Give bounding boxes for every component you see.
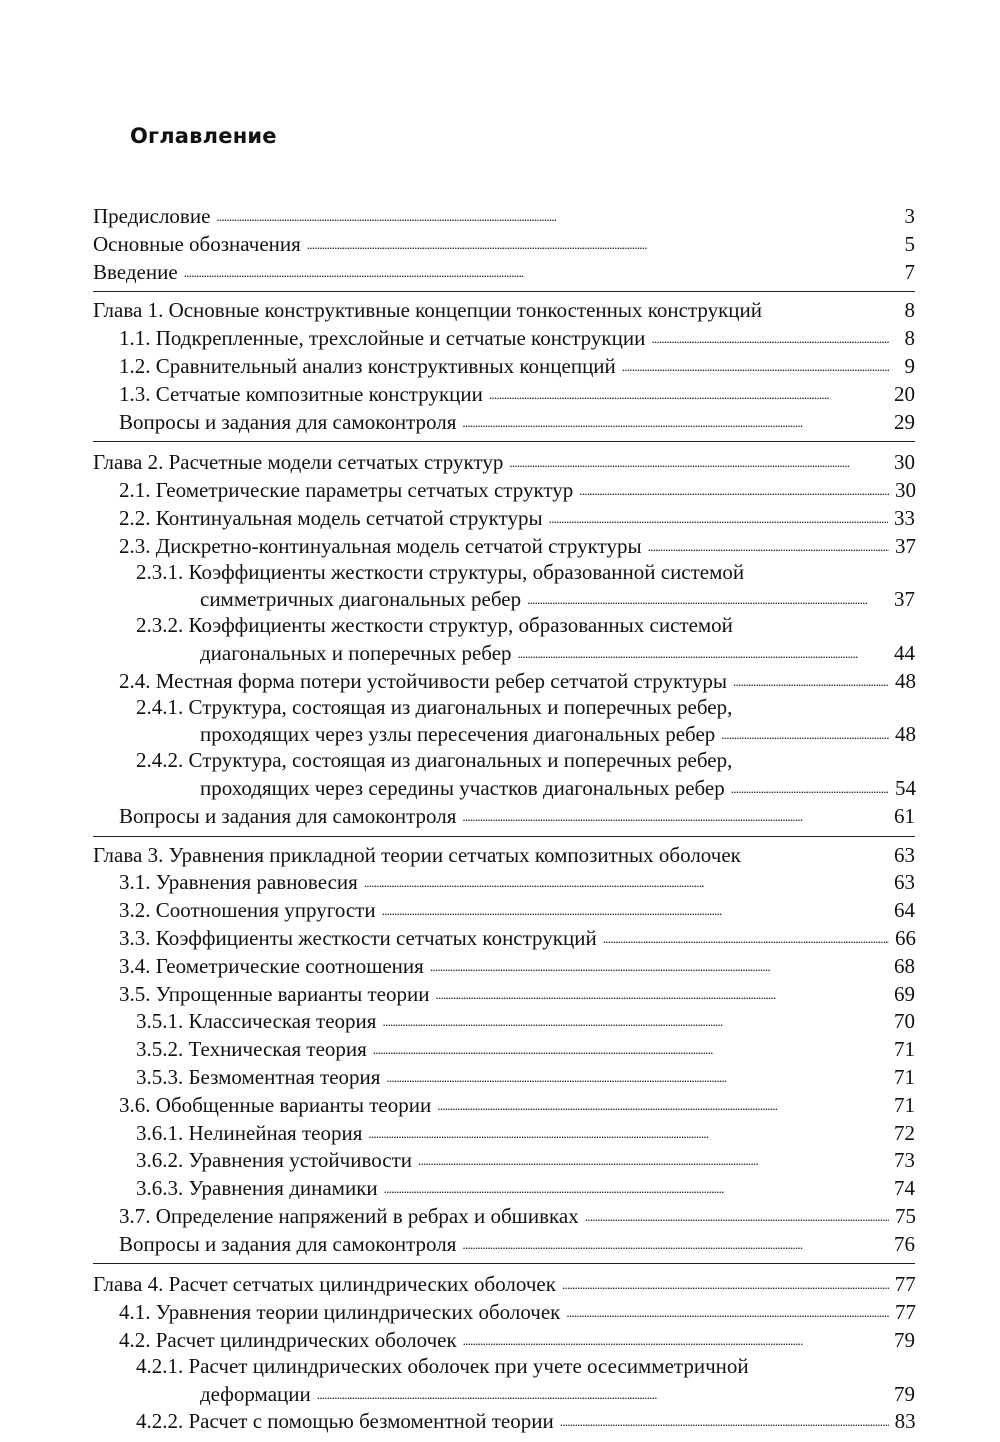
leader-dots <box>435 980 888 1008</box>
toc-section-3-6[interactable] <box>93 1091 915 1119</box>
entry-title: Основные обозначения <box>93 231 301 256</box>
toc-subsection-3-5-1[interactable] <box>93 1007 915 1035</box>
leader-dots <box>462 408 888 436</box>
toc-section-3-3[interactable] <box>93 924 915 952</box>
toc-subsection-3-6-3[interactable] <box>93 1174 915 1202</box>
leader-dots <box>184 258 889 286</box>
page-number: 37 <box>894 587 915 612</box>
leader-dots <box>518 639 888 667</box>
entry-title: Глава 4. Расчет сетчатых цилиндрических оболочек <box>93 1272 556 1297</box>
toc-section-1-1[interactable] <box>93 324 915 352</box>
toc-chapter-3[interactable] <box>93 843 915 869</box>
entry-title: 4.2.2. Расчет с помощью безмоментной теории <box>136 1409 554 1434</box>
page-number: 37 <box>895 533 916 558</box>
toc-entry-notation[interactable] <box>93 230 915 258</box>
toc-subsection-3-5-2[interactable] <box>93 1035 915 1063</box>
leader-dots <box>373 1035 888 1063</box>
leader-dots <box>603 924 889 952</box>
toc-questions-2[interactable] <box>93 802 915 830</box>
page-number: 44 <box>894 640 915 665</box>
toc-section-1-2[interactable] <box>93 352 915 380</box>
entry-title: проходящих через середины участков диагональных ребер <box>200 775 725 800</box>
toc-section-2-1[interactable] <box>93 476 915 504</box>
leader-dots <box>382 896 888 924</box>
toc-questions-1[interactable] <box>93 408 915 436</box>
page-number: 8 <box>904 326 915 351</box>
toc-subsection-2-4-2[interactable] <box>93 774 915 802</box>
toc-subsection-4-2-1-line1[interactable]: 4.2.1. Расчет цилиндрических оболочек при учете осесимметричной <box>136 1353 749 1378</box>
leader-dots <box>527 585 888 613</box>
leader-dots <box>462 802 888 830</box>
entry-title: 3.5.3. Безмоментная теория <box>136 1064 381 1089</box>
leader-dots <box>721 720 889 748</box>
toc-questions-3[interactable] <box>93 1230 915 1258</box>
toc-section-2-3[interactable] <box>93 532 915 560</box>
entry-title: Вопросы и задания для самоконтроля <box>119 803 457 828</box>
entry-title: 3.6. Обобщенные варианты теории <box>119 1092 432 1117</box>
entry-title: 3.6.2. Уравнения устойчивости <box>136 1148 412 1173</box>
page-number: 48 <box>895 722 916 747</box>
toc-section-3-4[interactable] <box>93 952 915 980</box>
page-number: 61 <box>894 803 915 828</box>
leader-dots <box>418 1146 888 1174</box>
leader-dots <box>384 1174 888 1202</box>
toc-subsection-2-3-1[interactable] <box>93 585 915 613</box>
toc-subsection-2-3-2-line1[interactable]: 2.3.2. Коэффициенты жесткости структур, образованных системой <box>136 613 733 638</box>
entry-title: Глава 1. Основные конструктивные концепции тонкостенных конструкций <box>93 298 763 323</box>
page-number: 71 <box>894 1064 915 1089</box>
toc-subsection-4-2-1[interactable] <box>93 1380 915 1408</box>
page-number: 83 <box>894 1409 916 1434</box>
entry-title: 1.1. Подкрепленные, трехслойные и сетчатые конструкции <box>119 326 646 351</box>
leader-dots <box>430 952 888 980</box>
page-number: 64 <box>894 898 915 923</box>
leader-dots <box>585 1202 889 1230</box>
toc-subsection-2-4-1[interactable] <box>93 720 915 748</box>
leader-dots <box>382 1007 888 1035</box>
page-number: 9 <box>904 353 915 378</box>
page-number: 54 <box>895 775 916 800</box>
toc-section-1-3[interactable] <box>93 380 915 408</box>
page-number: 77 <box>894 1272 916 1297</box>
leader-dots <box>562 1270 889 1298</box>
page-number: 30 <box>894 450 915 475</box>
chapter-2-block <box>93 441 915 829</box>
entry-title: 1.3. Сетчатые композитные конструкции <box>119 381 483 406</box>
toc-subsection-4-2-2[interactable] <box>93 1407 915 1435</box>
entry-title: 3.5.2. Техническая теория <box>136 1037 367 1062</box>
toc-chapter-2[interactable] <box>93 448 915 476</box>
page-number: 79 <box>894 1328 915 1353</box>
leader-dots <box>368 1119 888 1147</box>
page-number: 70 <box>894 1009 915 1034</box>
toc-section-4-1[interactable] <box>93 1298 915 1326</box>
toc-section-4-2[interactable] <box>93 1326 915 1354</box>
page-title: Оглавление <box>130 124 277 148</box>
toc-subsection-2-4-1-line1[interactable]: 2.4.1. Структура, состоящая из диагональных и поперечных ребер, <box>136 694 733 719</box>
toc-entry-introduction[interactable] <box>93 258 915 286</box>
page-number: 63 <box>894 842 915 867</box>
page-number: 30 <box>895 478 916 503</box>
leader-dots <box>364 868 888 896</box>
page-number: 29 <box>894 409 915 434</box>
entry-title: 2.3. Дискретно-континуальная модель сетчатой структуры <box>119 533 642 558</box>
entry-title: Вопросы и задания для самоконтроля <box>119 409 457 434</box>
leader-dots <box>386 1063 888 1091</box>
entry-title: Глава 3. Уравнения прикладной теории сетчатых композитных оболочек <box>93 842 741 867</box>
table-of-contents <box>93 202 915 1435</box>
toc-subsection-3-6-1[interactable] <box>93 1119 915 1147</box>
page-number: 72 <box>894 1120 915 1145</box>
entry-title: 3.2. Соотношения упругости <box>119 898 376 923</box>
page-number: 7 <box>904 259 915 284</box>
page-number: 69 <box>894 981 915 1006</box>
page-number: 66 <box>895 925 916 950</box>
toc-section-3-2[interactable] <box>93 896 915 924</box>
toc-section-3-7[interactable] <box>93 1202 915 1230</box>
page-number: 71 <box>894 1092 915 1117</box>
toc-subsection-2-3-1-line1[interactable]: 2.3.1. Коэффициенты жесткости структуры, образованной системой <box>136 559 745 584</box>
chapter-3-block <box>93 836 915 1258</box>
entry-title: 4.1. Уравнения теории цилиндрических оболочек <box>119 1300 561 1325</box>
leader-dots <box>622 352 889 380</box>
page-number: 5 <box>904 231 915 256</box>
leader-dots <box>317 1380 888 1408</box>
chapter-4-block <box>93 1263 915 1435</box>
page-number: 20 <box>894 381 915 406</box>
entry-title: 3.4. Геометрические соотношения <box>119 953 424 978</box>
leader-dots <box>560 1407 889 1435</box>
leader-dots <box>731 774 889 802</box>
toc-subsection-2-4-2-line1[interactable]: 2.4.2. Структура, состоящая из диагональных и поперечных ребер, <box>136 748 733 773</box>
entry-title: Вопросы и задания для самоконтроля <box>119 1231 457 1256</box>
entry-title: Глава 2. Расчетные модели сетчатых структур <box>93 450 504 475</box>
entry-title: 3.1. Уравнения равновесия <box>119 870 358 895</box>
page-number: 68 <box>894 953 915 978</box>
page-number: 73 <box>894 1148 915 1173</box>
toc-subsection-3-5-3[interactable] <box>93 1063 915 1091</box>
entry-title: 2.2. Континуальная модель сетчатой структуры <box>119 505 543 530</box>
toc-section-2-4[interactable] <box>93 667 915 695</box>
page-number: 33 <box>894 505 915 530</box>
leader-dots <box>579 476 889 504</box>
toc-section-3-1[interactable] <box>93 868 915 896</box>
toc-subsection-2-3-2[interactable] <box>93 639 915 667</box>
entry-title: 4.2. Расчет цилиндрических оболочек <box>119 1328 457 1353</box>
leader-dots <box>462 1230 888 1258</box>
leader-dots <box>307 230 889 258</box>
leader-dots <box>648 532 889 560</box>
entry-title: 3.5. Упрощенные варианты теории <box>119 981 430 1006</box>
entry-title: 2.1. Геометрические параметры сетчатых структур <box>119 478 574 503</box>
chapter-1-block <box>93 291 915 435</box>
entry-title: проходящих через узлы пересечения диагональных ребер <box>200 722 716 747</box>
leader-dots <box>489 380 888 408</box>
entry-title: 2.4. Местная форма потери устойчивости ребер сетчатой структуры <box>119 668 727 693</box>
page-number: 63 <box>894 870 915 895</box>
entry-title: деформации <box>200 1381 311 1406</box>
entry-title: 3.6.3. Уравнения динамики <box>136 1176 378 1201</box>
entry-title: 3.3. Коэффициенты жесткости сетчатых конструкций <box>119 925 597 950</box>
leader-dots <box>651 324 889 352</box>
entry-title: Предисловие <box>93 204 211 228</box>
page-number: 76 <box>894 1231 915 1256</box>
page-number: 71 <box>894 1037 915 1062</box>
leader-dots <box>509 448 888 476</box>
entry-title: 1.2. Сравнительный анализ конструктивных концепций <box>119 353 616 378</box>
entry-title: 3.6.1. Нелинейная теория <box>136 1120 363 1145</box>
page-number: 74 <box>894 1176 915 1201</box>
toc-entry-preface[interactable] <box>93 202 915 230</box>
page-number: 8 <box>904 298 915 323</box>
page-number: 79 <box>894 1381 915 1406</box>
entry-title: 3.7. Определение напряжений в ребрах и обшивках <box>119 1203 579 1228</box>
toc-subsection-3-6-2[interactable] <box>93 1146 915 1174</box>
entry-title: диагональных и поперечных ребер <box>200 640 512 665</box>
leader-dots <box>733 667 889 695</box>
toc-chapter-4[interactable] <box>93 1270 915 1298</box>
toc-section-2-2[interactable] <box>93 504 915 532</box>
toc-section-3-5[interactable] <box>93 980 915 1008</box>
leader-dots <box>437 1091 888 1119</box>
leader-dots <box>566 1298 889 1326</box>
page-number: 75 <box>895 1203 916 1228</box>
entry-title: 3.5.1. Классическая теория <box>136 1009 377 1034</box>
page-number: 3 <box>904 204 915 228</box>
toc-chapter-1[interactable] <box>93 298 915 324</box>
leader-dots <box>549 504 888 532</box>
leader-dots <box>463 1326 888 1354</box>
entry-title: Введение <box>93 259 178 284</box>
page-number: 48 <box>895 668 916 693</box>
leader-dots <box>216 202 889 230</box>
entry-title: симметричных диагональных ребер <box>200 587 522 612</box>
page-number: 77 <box>895 1300 916 1325</box>
